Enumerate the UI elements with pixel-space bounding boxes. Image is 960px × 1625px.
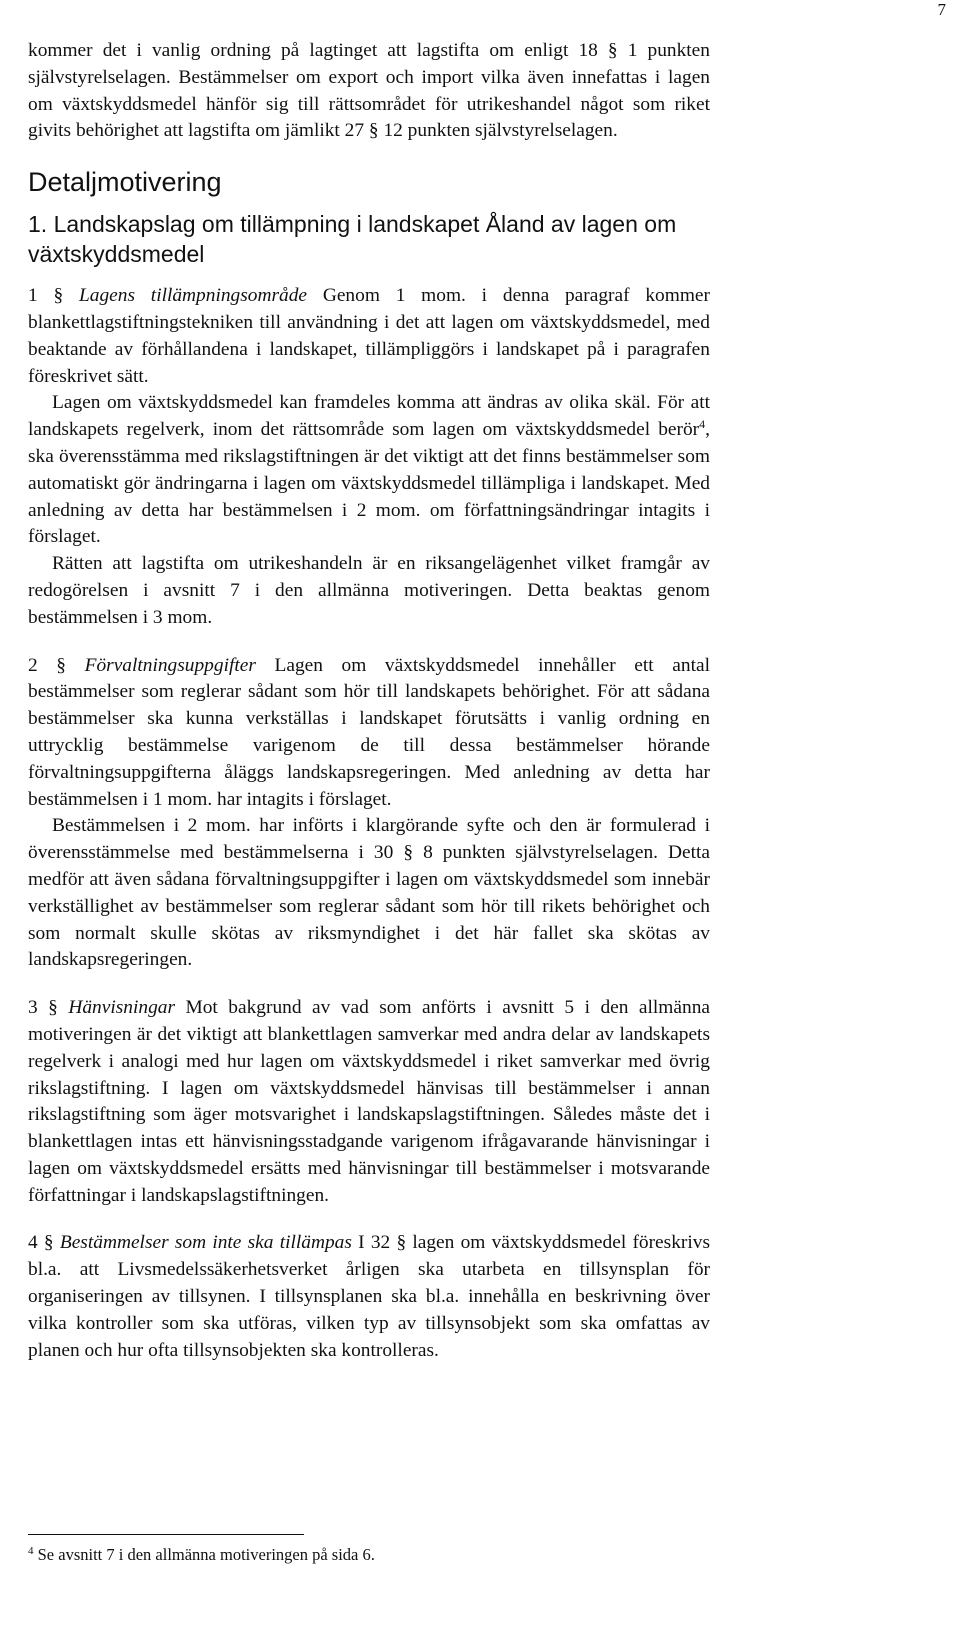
section-4-text: I 32 § lagen om växtskyddsmedel föreskrivs bl.a. att Livsmedelssäkerhetsverket årligen ska utarbeta en tillsynsplan för organiseringen av tillsynen. I tillsynsplanen ska bl.a. innehålla en beskrivning över vilka kontroller som ska utföras, vilken typ av tillsynsobjekt som ska omfattas av planen och hur ofta tillsynsobjekten ska kontrolleras. — [28, 1232, 710, 1361]
section-heading: Detaljmotivering — [28, 167, 222, 198]
section-1-p2b: , ska överensstämma med rikslagstiftningen är det viktigt att det finns bestämmelser som automatiskt gör ändringarna i lagen om växtskyddsmedel tillämpliga i landskapet. Med anledning av detta har bestämmelsen i 2 mom. om författningsändringar intagits i förslaget. — [28, 419, 710, 548]
section-4-number: 4 § — [28, 1232, 54, 1254]
section-1-title: Lagens tillämpningsområde — [78, 285, 308, 307]
section-4-title: Bestämmelser som inte ska tillämpas — [59, 1232, 352, 1254]
section-2-paragraph-2: Bestämmelsen i 2 mom. har införts i klargörande syfte och den är formulerad i överensstämmelse med bestämmelserna i 30 § 8 punkten självstyrelselagen. Detta medför att även sådana förvaltningsuppgifter i lagen om växtskyddsmedel som innebär verkställighet av bestämmelser som reglerar sådant som hör till rikets behörighet och som normalt skulle skötas av riksmyndighet i det här fallet ska skötas av landskapsregeringen. — [28, 815, 710, 971]
section-1-paragraph — [28, 283, 710, 390]
document-body — [28, 38, 710, 1364]
section-1-paragraph-2 — [28, 390, 710, 551]
section-1-p2a: Lagen om växtskyddsmedel kan framdeles komma att ändras av olika skäl. För att landskapets regelverk, inom det rättsområde som lagen om växtskyddsmedel berör — [28, 392, 710, 441]
section-3-text: Mot bakgrund av vad som anförts i avsnitt 5 i den allmänna motiveringen är det viktigt att blankettlagen samverkar med andra delar av landskapets regelverk i analogi med hur lagen om växtskyddsmedel i riket samverkar med övrig rikslagstiftning. I lagen om växtskyddsmedel hänvisas till bestämmelser i annan rikslagstiftning som äger motsvarighet i landskapslagstiftningen. Således måste det i blankettlagen intas ett hänvisningsstadgande varigenom ifrågavarande hänvisningar i lagen om växtskyddsmedel ersätts med hänvisningar till bestämmelser i motsvarande författningar i landskapslagstiftningen. — [28, 997, 710, 1206]
section-2-title: Förvaltningsuppgifter — [84, 654, 256, 676]
intro-paragraph: kommer det i vanlig ordning på lagtinget att lagstifta om enligt 18 § 1 punkten självstyrelselagen. Bestämmelser om export och import vilka även innefattas i lagen om växtskyddsmedel hänför sig till rättsområdet för utrikeshandel något som riket givits behörighet att lagstifta om jämlikt 27 § 12 punkten självstyrelselagen. — [28, 40, 710, 142]
page-number: 7 — [937, 0, 946, 19]
section-1-paragraph-3: Rätten att lagstifta om utrikeshandeln är en riksangelägenhet vilket framgår av redogörelsen i avsnitt 7 i den allmänna motiveringen. Detta beaktas genom bestämmelsen i 3 mom. — [28, 553, 710, 628]
section-2-text: Lagen om växtskyddsmedel innehåller ett antal bestämmelser som reglerar sådant som hör till landskapets behörighet. För att sådana bestämmelser ska kunna verkställas i landskapet förutsätts i vanlig ordning en uttrycklig bestämmelse varigenom de till dessa bestämmelser hörande förvaltningsuppgifterna åläggs landskapsregeringen. Med anledning av detta har bestämmelsen i 1 mom. har intagits i förslaget. — [28, 654, 710, 810]
section-3-number: 3 § — [28, 997, 58, 1019]
law-heading: 1. Landskapslag om tillämpning i landskapet Åland av lagen om växtskyddsmedel — [28, 211, 677, 268]
footnote-reference[interactable]: 4 — [699, 417, 706, 432]
section-2-paragraph — [28, 653, 710, 814]
section-1-text: Genom 1 mom. i denna paragraf kommer blankettlagstiftningstekniken till användning i det att lagen om växtskyddsmedel, med beaktande av förhållandena i landskapet, tillämpliggörs i landskapet på i paragrafen föreskrivet sätt. — [28, 285, 710, 387]
section-2-number: 2 § — [28, 654, 66, 676]
footnote — [28, 1544, 375, 1566]
section-3-title: Hänvisningar — [68, 997, 176, 1019]
footnote-divider — [28, 1534, 304, 1535]
section-3-paragraph — [28, 995, 710, 1209]
section-1-number: 1 § — [28, 285, 64, 307]
footnote-number: 4 — [28, 1545, 34, 1557]
footnote-text: Se avsnitt 7 i den allmänna motiveringen på sida 6. — [33, 1545, 375, 1564]
section-4-paragraph — [28, 1230, 710, 1364]
